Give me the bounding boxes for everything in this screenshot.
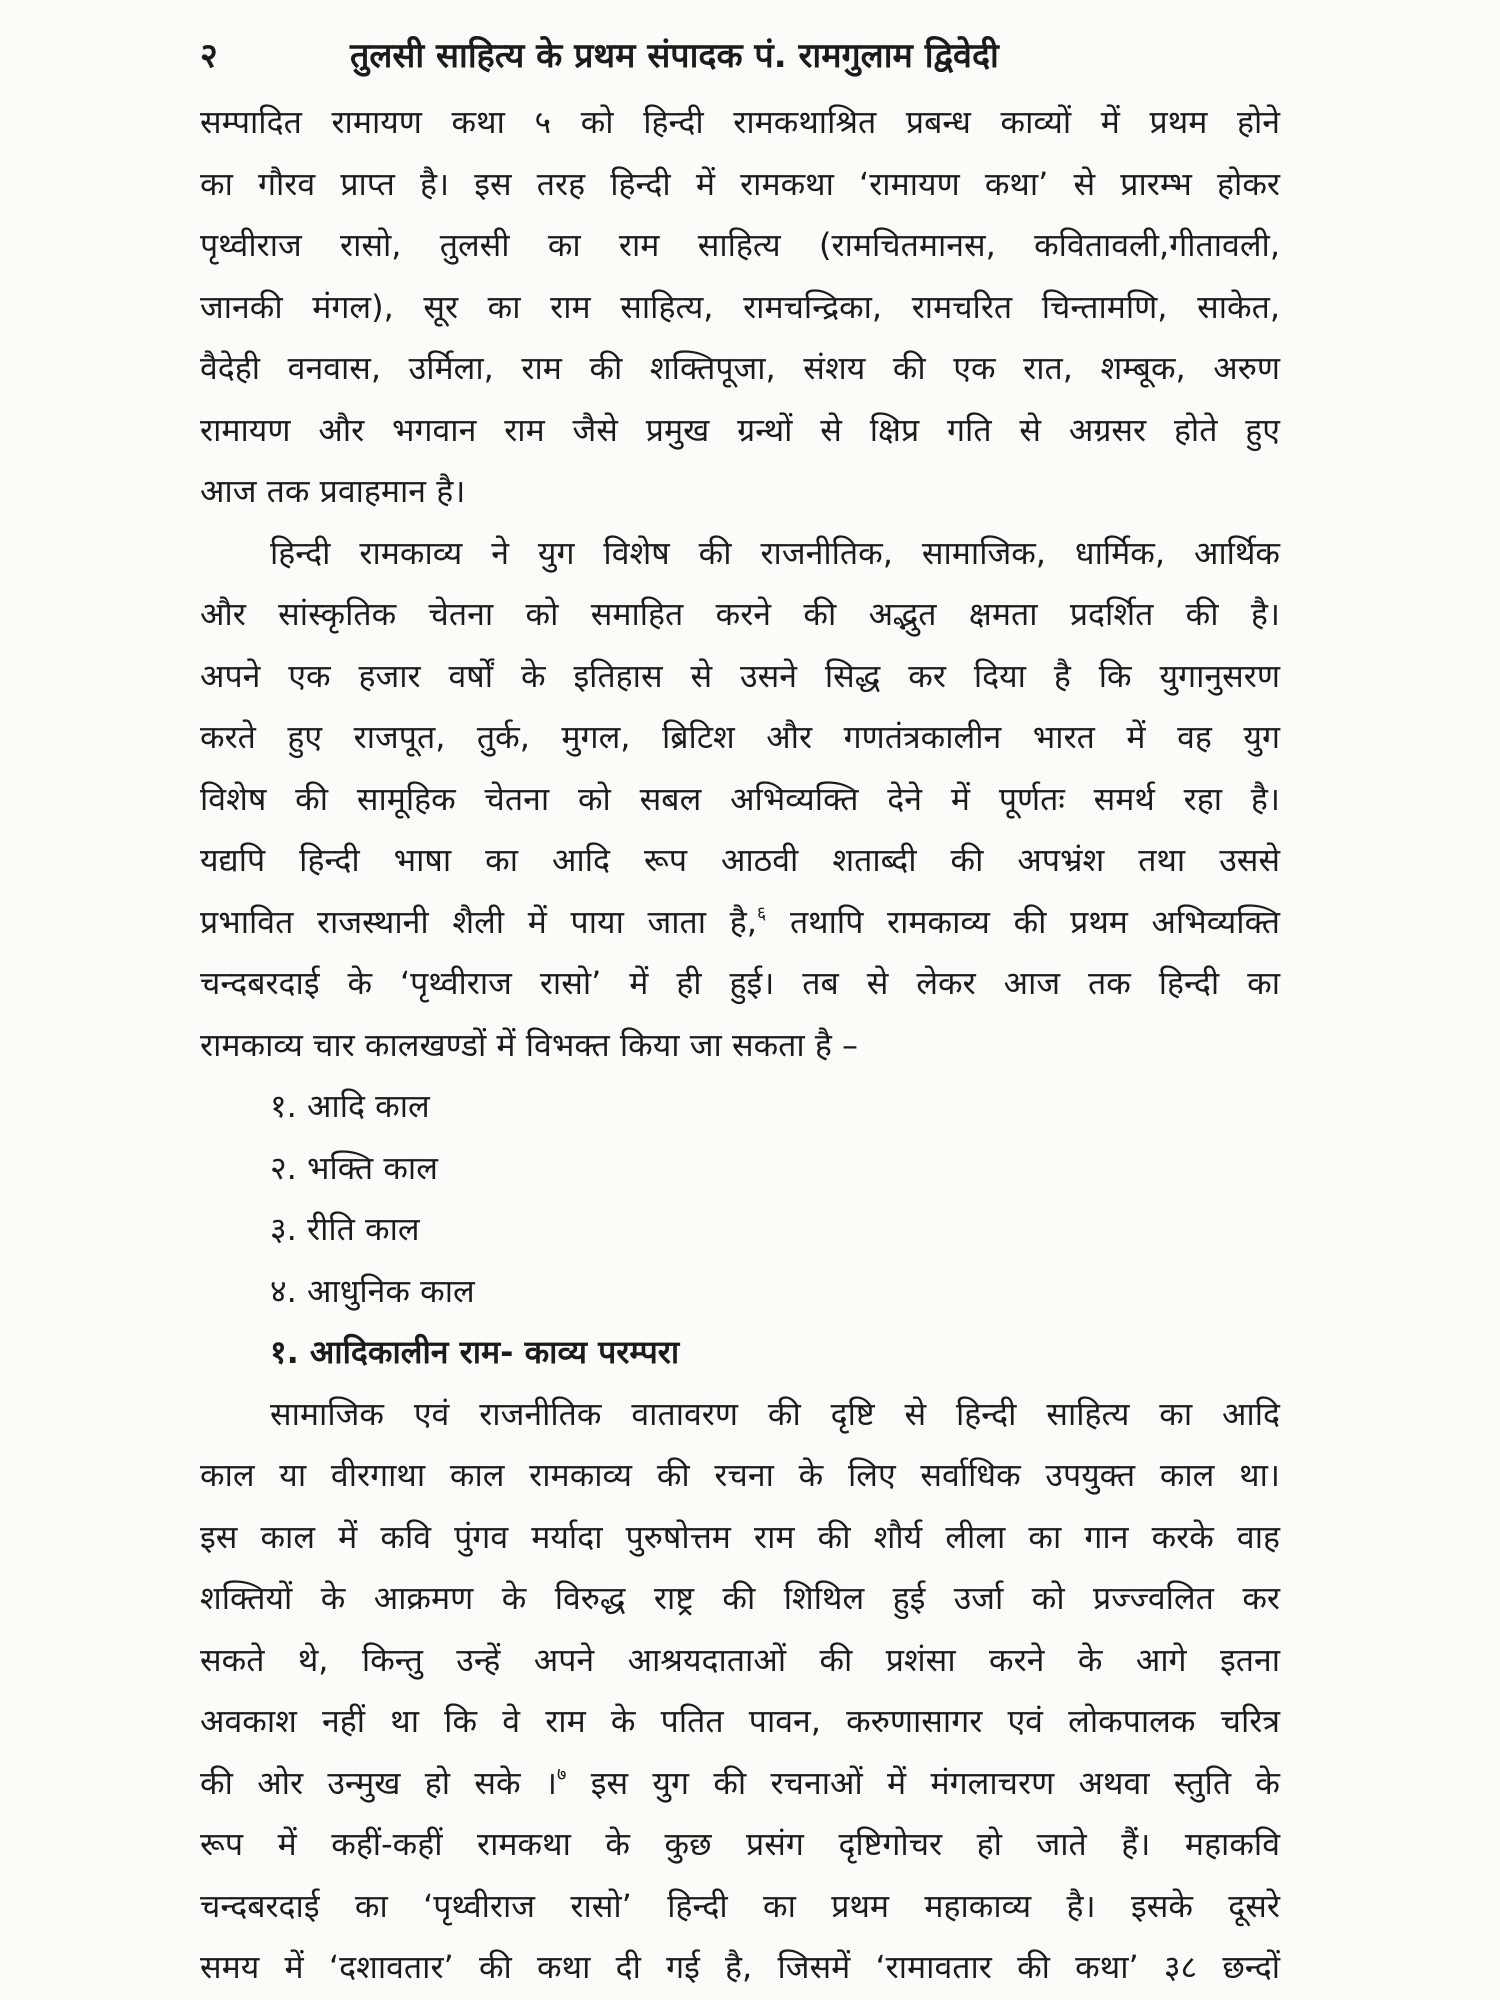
- text-fragment: तथापि रामकाव्य की प्रथम अभिव्यक्ति: [766, 902, 1280, 941]
- footnote-marker: ६: [756, 902, 767, 924]
- text-line: चन्दबरदाई के ‘पृथ्वीराज रासो’ में ही हुई। तब से लेकर आज तक हिन्दी का: [200, 964, 1280, 1002]
- text-line: सम्पादित रामायण कथा ५ को हिन्दी रामकथाश्रित प्रबन्ध काव्यों में प्रथम होने: [200, 103, 1280, 141]
- page-number: २: [200, 36, 218, 76]
- text-line: हिन्दी रामकाव्य ने युग विशेष की राजनीतिक, सामाजिक, धार्मिक, आर्थिक: [270, 533, 1280, 572]
- text-line: आज तक प्रवाहमान है।: [200, 472, 466, 510]
- text-line: का गौरव प्राप्त है। इस तरह हिन्दी में रामकथा ‘रामायण कथा’ से प्रारम्भ होकर: [200, 164, 1280, 203]
- text-line: इस काल में कवि पुंगव मर्यादा पुरुषोत्तम राम की शौर्य लीला का गान करके वाह: [200, 1517, 1280, 1556]
- page-header: [200, 18, 1300, 88]
- text-line: शक्तियों के आक्रमण के विरुद्ध राष्ट्र की शिथिल हुई उर्जा को प्रज्ज्वलित कर: [200, 1579, 1280, 1617]
- text-fragment: की ओर उन्मुख हो सके ।: [200, 1763, 558, 1802]
- text-line: सकते थे, किन्तु उन्हें अपने आश्रयदाताओं की प्रशंसा करने के आगे इतना: [200, 1640, 1280, 1679]
- text-line: रूप में कहीं-कहीं रामकथा के कुछ प्रसंग दृष्टिगोचर हो जाते हैं। महाकवि: [200, 1825, 1280, 1863]
- text-line: रामायण और भगवान राम जैसे प्रमुख ग्रन्थों से क्षिप्र गति से अग्रसर होते हुए: [200, 410, 1280, 449]
- text-fragment: इस युग की रचनाओं में मंगलाचरण अथवा स्तुति के: [566, 1763, 1280, 1802]
- text-line: पृथ्वीराज रासो, तुलसी का राम साहित्य (रामचितमानस, कवितावली,गीतावली,: [200, 226, 1280, 264]
- text-line: काल या वीरगाथा काल रामकाव्य की रचना के लिए सर्वाधिक उपयुक्त काल था।: [200, 1456, 1280, 1494]
- text-line: [200, 1753, 1280, 1815]
- paragraph-2: [200, 523, 1280, 1077]
- text-line: वैदेही वनवास, उर्मिला, राम की शक्तिपूजा, संशय की एक रात, शम्बूक, अरुण: [200, 349, 1280, 387]
- text-fragment: प्रभावित राजस्थानी शैली में पाया जाता है,: [200, 902, 757, 941]
- running-title: तुलसी साहित्य के प्रथम संपादक पं. रामगुलाम द्विवेदी: [350, 36, 999, 76]
- footnote-marker: ७: [557, 1763, 567, 1785]
- text-line: चन्दबरदाई का ‘पृथ्वीराज रासो’ हिन्दी का प्रथम महाकाव्य है। इसके दूसरे: [200, 1886, 1280, 1925]
- text-line: सामाजिक एवं राजनीतिक वातावरण की दृष्टि से हिन्दी साहित्य का आदि: [270, 1394, 1280, 1433]
- text-line: अवकाश नहीं था कि वे राम के पतित पावन, करुणासागर एवं लोकपालक चरित्र: [200, 1702, 1280, 1740]
- paragraph-1: [200, 92, 1280, 523]
- list-item: १. आदि काल: [270, 1087, 430, 1125]
- text-line: और सांस्कृतिक चेतना को समाहित करने की अद्भुत क्षमता प्रदर्शित की है।: [200, 595, 1280, 633]
- paragraph-3: [200, 1384, 1280, 1999]
- list-item: ३. रीति काल: [270, 1210, 420, 1248]
- body-text: [200, 92, 1280, 1999]
- text-line: जानकी मंगल), सूर का राम साहित्य, रामचन्द्रिका, रामचरित चिन्तामणि, साकेत,: [200, 287, 1280, 326]
- list-item: ४. आधुनिक काल: [270, 1271, 475, 1310]
- text-line: विशेष की सामूहिक चेतना को सबल अभिव्यक्ति देने में पूर्णतः समर्थ रहा है।: [200, 779, 1280, 818]
- text-line: समय में ‘दशावतार’ की कथा दी गई है, जिसमें ‘रामावतार की कथा’ ३८ छन्दों: [200, 1948, 1280, 1986]
- text-line: यद्यपि हिन्दी भाषा का आदि रूप आठवी शताब्दी की अपभ्रंश तथा उससे: [200, 841, 1280, 879]
- list-item: २. भक्ति काल: [270, 1148, 438, 1187]
- text-line: [200, 892, 1280, 954]
- text-line: रामकाव्य चार कालखण्डों में विभक्त किया जा सकता है –: [200, 1025, 859, 1064]
- text-line: करते हुए राजपूत, तुर्क, मुगल, ब्रिटिश और गणतंत्रकालीन भारत में वह युग: [200, 718, 1280, 756]
- text-line: अपने एक हजार वर्षों के इतिहास से उसने सिद्ध कर दिया है कि युगानुसरण: [200, 656, 1280, 695]
- period-list: [200, 1076, 1280, 1322]
- section-heading: १. आदिकालीन राम- काव्य परम्परा: [270, 1333, 680, 1371]
